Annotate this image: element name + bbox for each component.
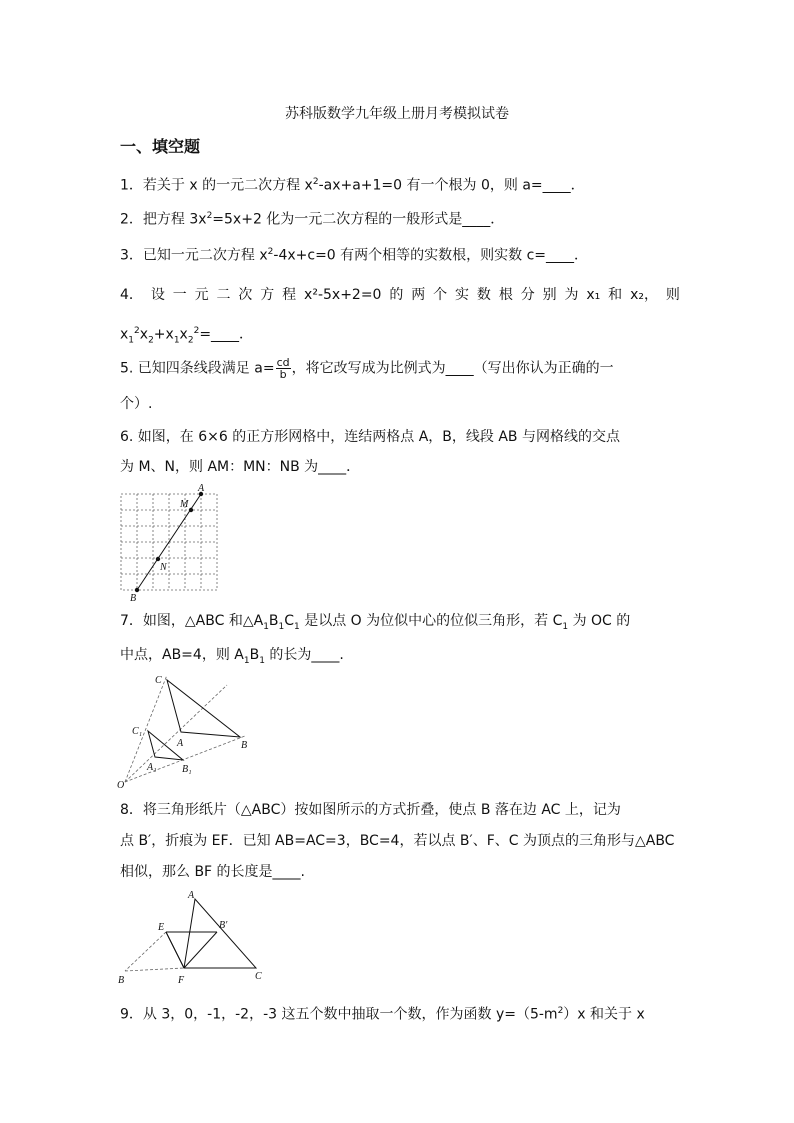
label-B: B <box>130 593 137 604</box>
question-2: 2．把方程 $3x^2=5x+2$ 化为一元二次方程的一般形式是____． <box>120 211 505 228</box>
question-8-line-2: 点 B′，折痕为 EF．已知 AB=AC=3，BC=4，若以点 B′、F、C 为顶点的三角形与△ABC <box>120 833 675 849</box>
question-4-line-2: $x_1^2x_2+x_1x_2^2=\_\_\_\_$． <box>120 326 254 346</box>
question-3: 3．已知一元二次方程 $x^2-4x+c=0$ 有两个相等的实数根，则实数 c=____． <box>120 247 589 264</box>
label-B: B <box>118 975 125 986</box>
section-heading: 一、填空题 <box>120 137 201 156</box>
question-5-line-2: 个）. <box>120 396 153 412</box>
label-O: O <box>117 780 125 791</box>
question-4-line-1: 4． 设 一 元 二 次 方 程 x²-5x+2=0 的 两 个 实 数 根 分 别 为 x₁ 和 x₂， 则 <box>120 287 680 303</box>
figure-7-homothety <box>117 670 248 791</box>
label-C1: C₁ <box>132 726 143 737</box>
page-title: 苏科版数学九年级上册月考模拟试卷 <box>285 106 509 122</box>
question-5-line-1: 5. 已知四条线段满足 a= $\frac{cd}{b}$ ，将它改写成为比例式为____（写出你认为正确的一 <box>120 356 614 381</box>
question-7-line-2: 中点，AB=4，则 $A_1B_1$ 的长为____. <box>120 647 344 666</box>
figure-6-grid <box>118 483 228 604</box>
label-N: N <box>160 562 167 573</box>
label-C: C <box>155 675 162 686</box>
label-A1: A₁ <box>147 762 157 773</box>
figure-8-folding <box>116 890 266 985</box>
fraction-cd-over-b: $\frac{cd}{b}$ <box>276 356 290 381</box>
question-1: 1．若关于 x 的一元二次方程 $x^2-ax+a+1=0$ 有一个根为 0，则 a=____． <box>120 177 585 194</box>
question-8-line-3: 相似，那么 BF 的长度是____. <box>120 864 306 880</box>
label-E: E <box>158 922 165 933</box>
label-A: A <box>188 890 195 901</box>
label-B1: B₁ <box>182 764 192 775</box>
question-9-line-1: 9．从 3，0，-1，-2，-3 这五个数中抽取一个数，作为函数 $y=(5-m^2)x$ 和关于 x <box>120 1006 645 1023</box>
label-A: A <box>198 483 205 494</box>
label-F: F <box>178 975 185 986</box>
question-6-line-1: 6. 如图，在 6×6 的正方形网格中，连结两格点 A，B，线段 AB 与网格线的交点 <box>120 429 620 445</box>
question-8-line-1: 8．将三角形纸片（△ABC）按如图所示的方式折叠，使点 B 落在边 AC 上，记为 <box>120 802 621 818</box>
label-A: A <box>177 738 184 749</box>
label-B-prime: B′ <box>219 920 228 931</box>
label-B: B <box>241 740 248 751</box>
label-M: M <box>180 499 189 510</box>
label-C: C <box>255 971 262 982</box>
question-6-line-2: 为 M、N，则 AM：MN：NB 为____． <box>120 459 361 475</box>
question-7-line-1: 7．如图，△ABC 和$\triangle A_1B_1C_1$ 是以点 O 为位似中心的位似三角形，若 $C_1$ 为 OC 的 <box>120 613 631 632</box>
